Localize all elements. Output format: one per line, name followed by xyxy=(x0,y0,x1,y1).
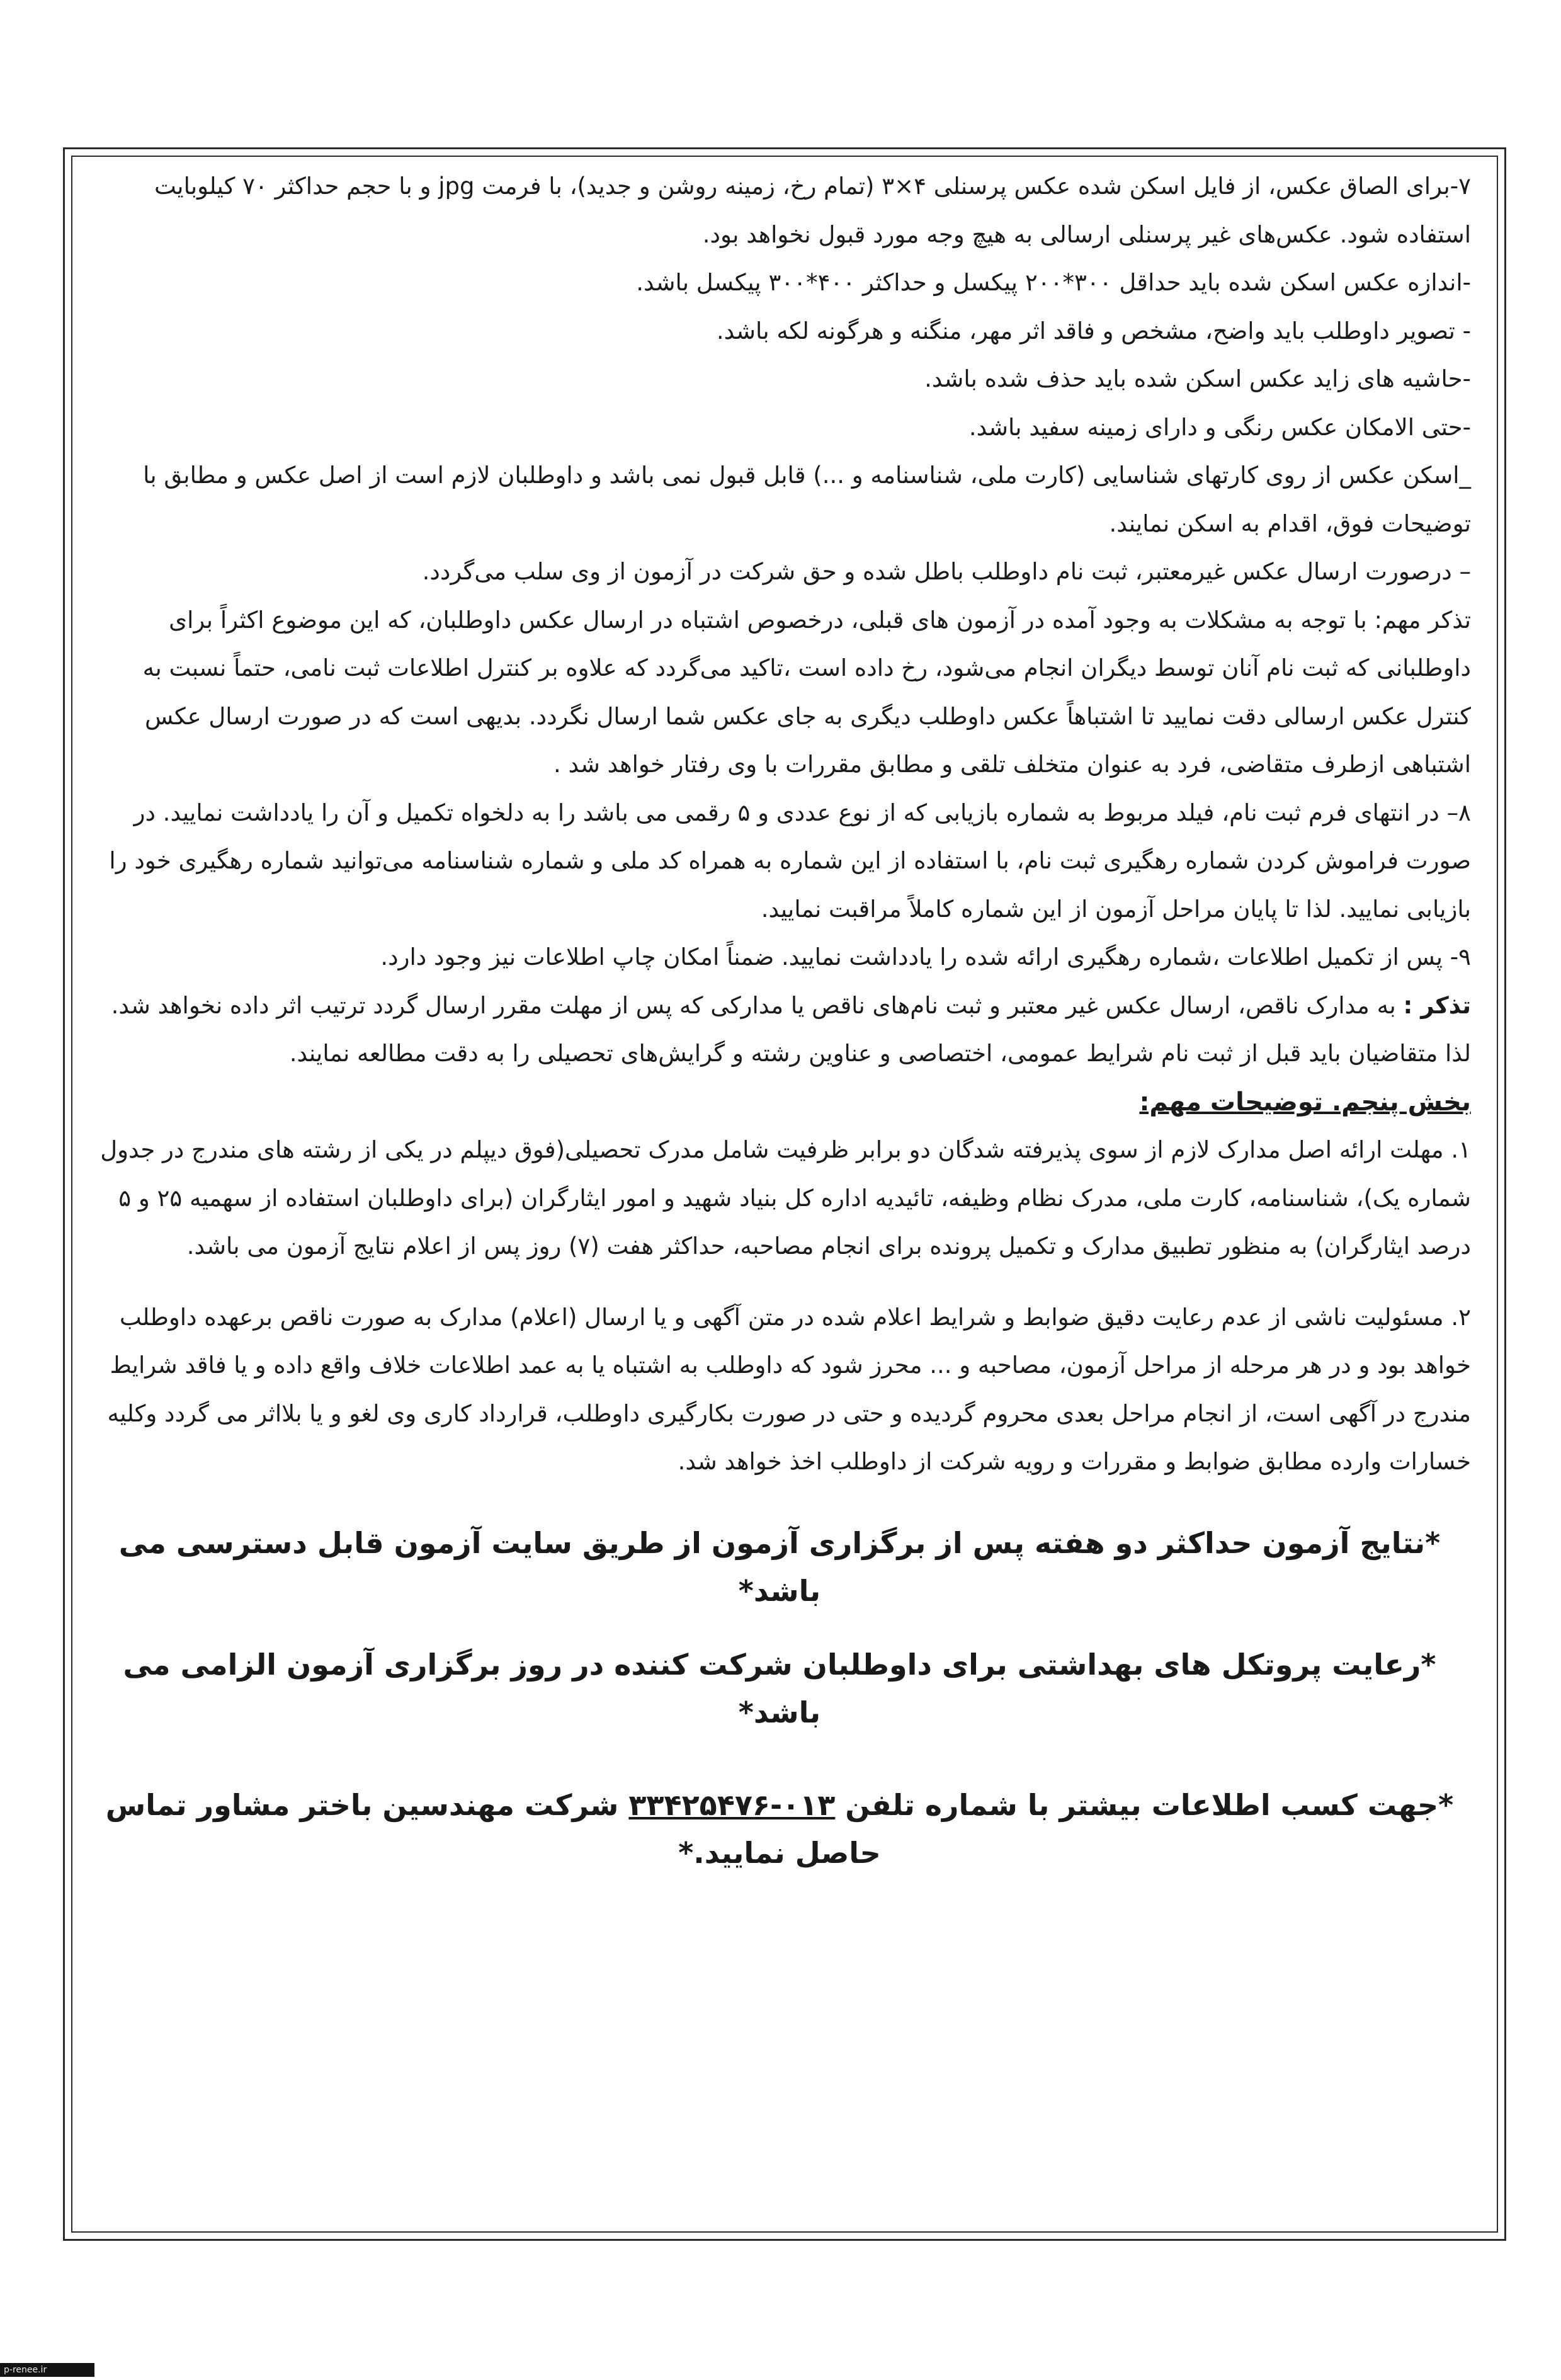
paragraph-photo-margins: -حاشیه های زاید عکس اسکن شده باید حذف شده باشد. xyxy=(924,365,1471,392)
paragraph-invalid-photo: – درصورت ارسال عکس غیرمعتبر، ثبت نام داوطلب باطل شده و حق شرکت در آزمون از وی سلب می‌گردد. xyxy=(422,558,1471,585)
footer-logo: p-renee.ir xyxy=(0,2363,94,2377)
closing-contact xyxy=(88,1781,1471,1877)
paragraph-photo-upload: ۷-برای الصاق عکس، از فایل اسکن شده عکس پرسنلی ۴×۳ (تمام رخ، زمینه روشن و جدید)، با فرمت jpg و با حجم حداکثر ۷۰ کیلوبایت استفاده شود. عکس‌های غیر پرسنلی ارسالی به هیچ وجه مورد قبول نخواهد بود. xyxy=(154,173,1471,248)
phone-number: ۳۳۴۲۵۴۷۶-۰۱۳ xyxy=(628,1787,836,1822)
reminder-label: تذکر : xyxy=(1403,991,1471,1019)
paragraph-important-note: تذکر مهم: با توجه به مشکلات به وجود آمده در آزمون های قبلی، درخصوص اشتباه در ارسال عکس داوطلبان، که این موضوع اکثراً برای داوطلبانی که ثبت نام آنان توسط دیگران انجام می‌شود، رخ داده است ،تاکید می‌گردد که علاوه بر کنترل اطلاعات ثبت نامی، حتماً نسبت به کنترل عکس ارسالی دقت نمایید تا اشتباهاً عکس داوطلب دیگری به جای عکس شما ارسال نگردد. بدیهی است که در صورت ارسال عکس اشتباهی ازطرف متقاضی، فرد به عنوان متخلف تلقی و مطابق مقررات با وی رفتار خواهد شد . xyxy=(142,606,1471,778)
contact-text-end: شرکت مهندسین باختر مشاور تماس حاصل نمایید.* xyxy=(105,1787,881,1870)
document-body xyxy=(88,162,1471,1877)
paragraph-photo-color: -حتی الامکان عکس رنگی و دارای زمینه سفید باشد. xyxy=(968,413,1471,441)
paragraph-reminder xyxy=(88,982,1471,1078)
reminder-text: به مدارک ناقص، ارسال عکس غیر معتبر و ثبت نام‌های ناقص یا مدارکی که پس از مهلت مقرر ارسال گردد ترتیب اثر داده نخواهد شد. لذا متقاضیان باید قبل از ثبت نام شرایط عمومی، اختصاصی و عناوین رشته و گرایش‌های تحصیلی را به دقت مطالعه نمایند. xyxy=(111,991,1471,1067)
section-item-2: ۲. مسئولیت ناشی از عدم رعایت دقیق ضوابط و شرایط اعلام شده در متن آگهی و یا ارسال (اعلام) مدارک به صورت ناقص برعهده داوطلب خواهد بود و در هر مرحله از مراحل آزمون، مصاحبه و ... محرز شود که داوطلب به اشتباه یا به عمد اطلاعات خلاف واقع داده و یا فاقد شرایط مندرج در آگهی است، از انجام مراحل بعدی محروم گردیده و حتی در صورت بکارگیری داوطلب، قرارداد کاری وی لغو و یا بلااثر می گردد وکلیه خسارات وارده مطابق ضوابط و مقررات و رویه شرکت از داوطلب اخذ خواهد شد. xyxy=(107,1303,1471,1475)
paragraph-photo-size: -اندازه عکس اسکن شده باید حداقل ۳۰۰*۲۰۰ پیکسل و حداکثر ۴۰۰*۳۰۰ پیکسل باشد. xyxy=(636,269,1471,296)
section-title: بخش پنجم. توضیحات مهم: xyxy=(1139,1087,1471,1117)
paragraph-photo-clarity: - تصویر داوطلب باید واضح، مشخص و فاقد اثر مهر، منگنه و هرگونه لکه باشد. xyxy=(716,317,1471,344)
spacer xyxy=(88,1271,1471,1294)
paragraph-tracking-number: ۹- پس از تکمیل اطلاعات ،شماره رهگیری ارائه شده را یادداشت نمایید. ضمناً امکان چاپ اطلاعات نیز وجود دارد. xyxy=(380,943,1471,971)
closing-health-protocol: *رعایت پروتکل های بهداشتی برای داوطلبان شرکت کننده در روز برگزاری آزمون الزامی می باشد* xyxy=(123,1647,1436,1729)
closing-results-notice: *نتایج آزمون حداکثر دو هفته پس از برگزاری آزمون از طریق سایت آزمون قابل دسترسی می باشد* xyxy=(118,1525,1441,1608)
section-item-1: ۱. مهلت ارائه اصل مدارک لازم از سوی پذیرفته شدگان دو برابر ظرفیت شامل مدرک تحصیلی(فوق دیپلم در یکی از رشته های مندرج در جدول شماره یک)، شناسنامه، کارت ملی، مدرک نظام وظیفه، تائیدیه اداره کل بنیاد شهید و امور ایثارگران (برای داوطلبان استفاده از سهمیه ۲۵ و ۵ درصد ایثارگران) به منظور تطبیق مدارک و تکمیل پرونده برای انجام مصاحبه، حداکثر هفت (۷) روز پس از اعلام نتایج آزمون می باشد. xyxy=(100,1136,1471,1260)
paragraph-id-card-scan: _اسکن عکس از روی کارتهای شناسایی (کارت ملی، شناسنامه و ...) قابل قبول نمی باشد و داوطلبان لازم است از اصل عکس و مطابق با توضیحات فوق، اقدام به اسکن نمایند. xyxy=(143,462,1471,537)
paragraph-recovery-number: ۸– در انتهای فرم ثبت نام، فیلد مربوط به شماره بازیابی که از نوع عددی و ۵ رقمی می باشد را به دلخواه تکمیل و آن را یادداشت نمایید. در صورت فراموش کردن شماره رهگیری ثبت نام، با استفاده از این شماره به همراه کد ملی و شماره شناسنامه می‌توانید شماره رهگیری خود را بازیابی نمایید. لذا تا پایان مراحل آزمون از این شماره کاملاً مراقبت نمایید. xyxy=(109,799,1471,923)
contact-text-start: *جهت کسب اطلاعات بیشتر با شماره تلفن xyxy=(835,1787,1454,1822)
